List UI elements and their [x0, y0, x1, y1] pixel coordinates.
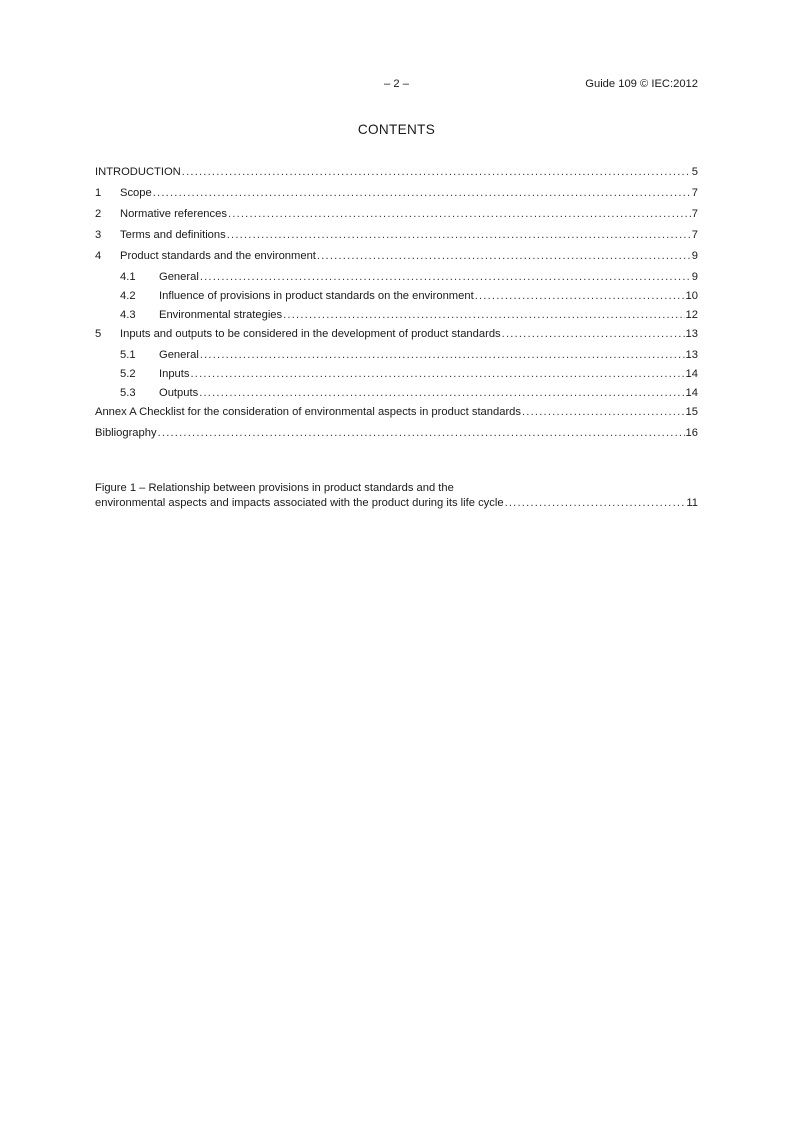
- dot-leader: [190, 367, 684, 382]
- toc-entry-number: 5.2: [120, 368, 136, 380]
- toc-entry-title: Outputs: [159, 387, 199, 399]
- toc-entry-number: 1: [95, 187, 102, 199]
- toc-entry-number: 3: [95, 229, 102, 241]
- dot-leader: [475, 289, 685, 304]
- toc-entry-title: Environmental strategies: [159, 309, 283, 321]
- toc-entry-title: Influence of provisions in product standards on the environment: [159, 290, 474, 302]
- toc-entry-page: 9: [691, 250, 698, 262]
- toc-entry-title: INTRODUCTION: [95, 166, 181, 178]
- toc-entry-number: 4.3: [120, 309, 136, 321]
- toc-entry-page: 5: [691, 166, 698, 178]
- dot-leader: [502, 327, 685, 342]
- toc-entry-title: Inputs and outputs to be considered in the development of product standards: [120, 328, 501, 340]
- toc-entry-5-2-inputs[interactable]: [95, 367, 698, 386]
- toc-entry-title: Inputs: [159, 368, 190, 380]
- dot-leader: [283, 308, 684, 323]
- dot-leader: [317, 249, 691, 264]
- toc-entry-title: General: [159, 349, 199, 361]
- toc-entry-scope[interactable]: [95, 186, 698, 207]
- toc-entry-page: 13: [685, 328, 698, 340]
- toc-entry-page: 15: [685, 406, 698, 418]
- toc-entry-annex-a[interactable]: [95, 405, 698, 426]
- figure-title-line-2: environmental aspects and impacts associated with the product during its life cycle: [95, 497, 504, 509]
- dot-leader: [182, 165, 691, 180]
- toc-entry-5-3-outputs[interactable]: [95, 386, 698, 405]
- table-of-contents: [95, 165, 698, 447]
- toc-entry-title: Bibliography: [95, 427, 157, 439]
- toc-entry-title: Terms and definitions: [120, 229, 226, 241]
- dot-leader: [158, 426, 685, 441]
- toc-entry-bibliography[interactable]: [95, 426, 698, 447]
- dot-leader: [199, 386, 684, 401]
- toc-entry-number: 5.1: [120, 349, 136, 361]
- toc-entry-page: 7: [691, 187, 698, 199]
- toc-entry-title: Annex A Checklist for the consideration of environmental aspects in product standards: [95, 406, 521, 418]
- toc-entry-page: 14: [685, 368, 698, 380]
- figure-page: 11: [686, 497, 698, 509]
- toc-entry-number: 5: [95, 328, 102, 340]
- toc-entry-normative-references[interactable]: [95, 207, 698, 228]
- contents-title: CONTENTS: [357, 122, 436, 137]
- page-header: [95, 78, 698, 94]
- toc-entry-title: General: [159, 271, 199, 283]
- document-reference: Guide 109 © IEC:2012: [585, 78, 698, 90]
- dot-leader: [200, 270, 691, 285]
- toc-entry-number: 4.1: [120, 271, 136, 283]
- toc-entry-4-2-influence[interactable]: [95, 289, 698, 308]
- toc-entry-page: 10: [685, 290, 698, 302]
- toc-entry-title: Normative references: [120, 208, 227, 220]
- dot-leader: [200, 348, 685, 363]
- toc-entry-terms-definitions[interactable]: [95, 228, 698, 249]
- toc-entry-number: 5.3: [120, 387, 136, 399]
- dot-leader: [228, 207, 691, 222]
- toc-entry-4-1-general[interactable]: [95, 270, 698, 289]
- toc-entry-page: 13: [685, 349, 698, 361]
- toc-entry-number: 2: [95, 208, 102, 220]
- figure-entry-1[interactable]: [95, 481, 698, 511]
- toc-entry-5-1-general[interactable]: [95, 348, 698, 367]
- toc-entry-page: 7: [691, 208, 698, 220]
- toc-entry-page: 16: [685, 427, 698, 439]
- list-of-figures: [95, 481, 698, 511]
- dot-leader: [522, 405, 685, 420]
- dot-leader: [153, 186, 691, 201]
- toc-entry-page: 12: [685, 309, 698, 321]
- dot-leader: [505, 496, 686, 511]
- toc-entry-title: Scope: [120, 187, 152, 199]
- dot-leader: [227, 228, 691, 243]
- toc-entry-number: 4.2: [120, 290, 136, 302]
- toc-entry-page: 7: [691, 229, 698, 241]
- toc-entry-introduction[interactable]: [95, 165, 698, 186]
- toc-entry-inputs-outputs[interactable]: [95, 327, 698, 348]
- toc-entry-number: 4: [95, 250, 102, 262]
- figure-title-line-1: Figure 1 – Relationship between provisions in product standards and the: [95, 482, 454, 494]
- toc-entry-4-3-strategies[interactable]: [95, 308, 698, 327]
- toc-entry-page: 14: [685, 387, 698, 399]
- toc-entry-page: 9: [691, 271, 698, 283]
- toc-entry-product-standards[interactable]: [95, 249, 698, 270]
- page-number: – 2 –: [384, 78, 409, 90]
- toc-entry-title: Product standards and the environment: [120, 250, 316, 262]
